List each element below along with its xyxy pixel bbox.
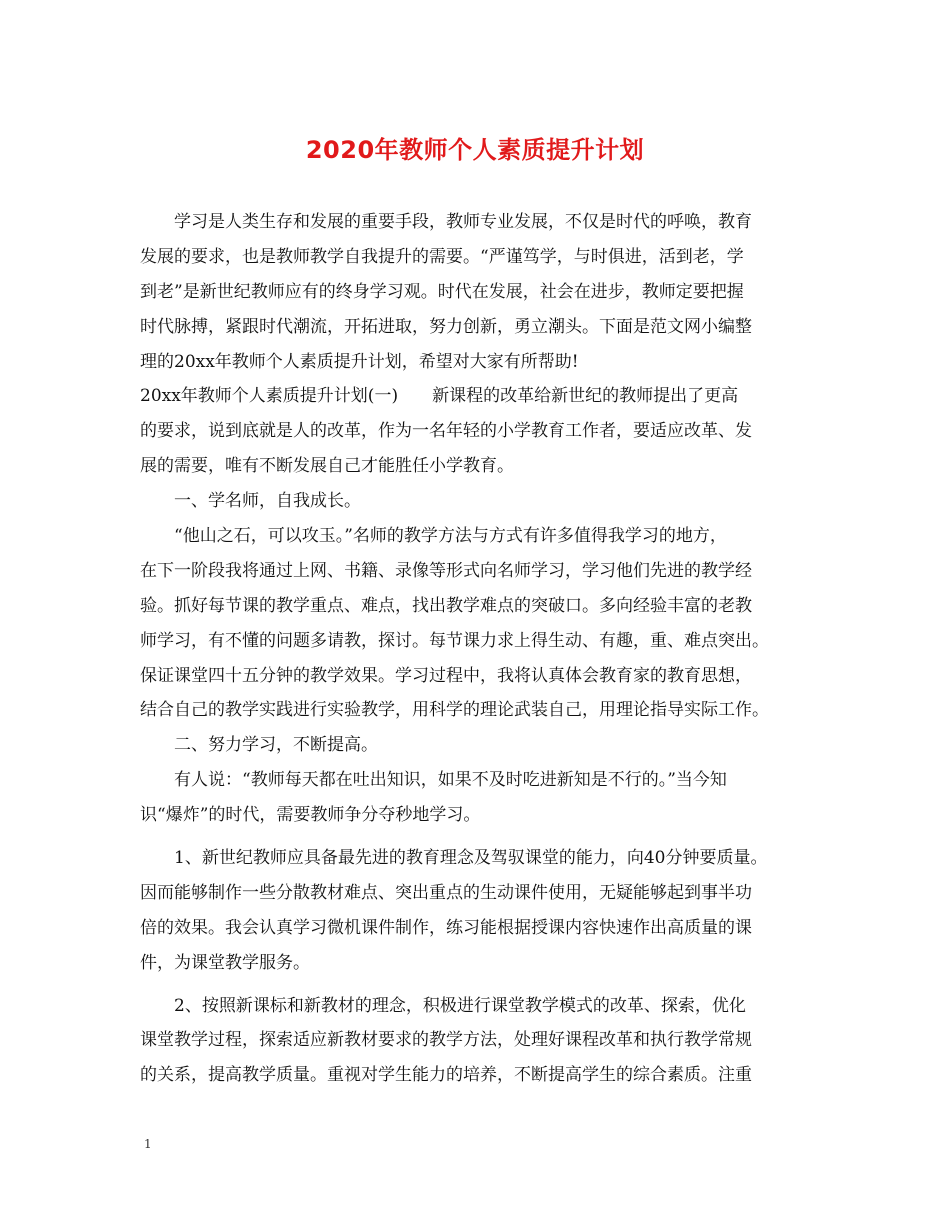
text-line: 在下一阶段我将通过上网、书籍、录像等形式向名师学习，学习他们先进的教学经 xyxy=(140,560,752,581)
paragraph xyxy=(140,841,812,981)
text-line: 保证课堂四十五分钟的教学效果。学习过程中，我将认真体会教育家的教育思想， xyxy=(140,665,752,686)
page-number: 1 xyxy=(144,1137,152,1151)
text-line: 验。抓好每节课的教学重点、难点，找出教学难点的突破口。多向经验丰富的老教 xyxy=(140,595,752,616)
text-line: “他山之石，可以攻玉。”名师的教学方法与方式有许多值得我学习的地方， xyxy=(140,526,727,547)
text-line: 1、新世纪教师应具备最先进的教育理念及驾驭课堂的能力，向40分钟要质量。 xyxy=(140,848,768,869)
text-line: 结合自己的教学实践进行实验教学，用科学的理论武装自己，用理论指导实际工作。 xyxy=(140,700,769,721)
paragraph xyxy=(140,205,812,379)
document-title: 2020年教师个人素质提升计划 xyxy=(305,136,645,164)
text-line: 2、按照新课标和新教材的理念，积极进行课堂教学模式的改革、探索，优化 xyxy=(140,995,746,1016)
text-line: 理的20xx年教师个人素质提升计划，希望对大家有所帮助! xyxy=(140,351,579,372)
text-line: 20xx年教师个人素质提升计划(一) 新课程的改革给新世纪的教师提出了更高 xyxy=(140,386,739,407)
paragraph xyxy=(140,728,812,763)
paragraph xyxy=(140,763,812,833)
text-line: 识“爆炸”的时代，需要教师争分夺秒地学习。 xyxy=(140,805,481,826)
text-line: 件，为课堂教学服务。 xyxy=(140,952,310,973)
paragraph-gap xyxy=(140,833,812,841)
paragraph xyxy=(140,484,812,519)
paragraph-gap xyxy=(140,981,812,989)
text-line: 二、努力学习，不断提高。 xyxy=(140,735,378,756)
text-line: 课堂教学过程，探索适应新教材要求的教学方法，处理好课程改革和执行教学常规 xyxy=(140,1030,752,1051)
paragraph xyxy=(140,519,812,728)
paragraph xyxy=(140,989,812,1094)
text-line: 的关系，提高教学质量。重视对学生能力的培养，不断提高学生的综合素质。注重 xyxy=(140,1065,752,1086)
text-line: 倍的效果。我会认真学习微机课件制作，练习能根据授课内容快速作出高质量的课 xyxy=(140,917,752,938)
text-line: 师学习，有不懂的问题多请教，探讨。每节课力求上得生动、有趣，重、难点突出。 xyxy=(140,630,769,651)
paragraph xyxy=(140,379,812,484)
text-line: 因而能够制作一些分散教材难点、突出重点的生动课件使用，无疑能够起到事半功 xyxy=(140,882,752,903)
text-line: 到老”是新世纪教师应有的终身学习观。时代在发展，社会在进步，教师定要把握 xyxy=(140,281,744,302)
text-line: 一、学名师，自我成长。 xyxy=(140,491,361,512)
text-line: 展的需要，唯有不断发展自己才能胜任小学教育。 xyxy=(140,456,514,477)
document-body xyxy=(140,205,812,1093)
text-line: 发展的要求，也是教师教学自我提升的需要。“严谨笃学，与时俱进，活到老，学 xyxy=(140,246,744,267)
text-line: 的要求，说到底就是人的改革，作为一名年轻的小学教育工作者，要适应改革、发 xyxy=(140,421,752,442)
text-line: 时代脉搏，紧跟时代潮流，开拓进取，努力创新，勇立潮头。下面是范文网小编整 xyxy=(140,316,752,337)
text-line: 有人说：“教师每天都在吐出知识，如果不及时吃进新知是不行的。”当今知 xyxy=(140,770,727,791)
text-line: 学习是人类生存和发展的重要手段，教师专业发展，不仅是时代的呼唤，教育 xyxy=(140,212,752,232)
